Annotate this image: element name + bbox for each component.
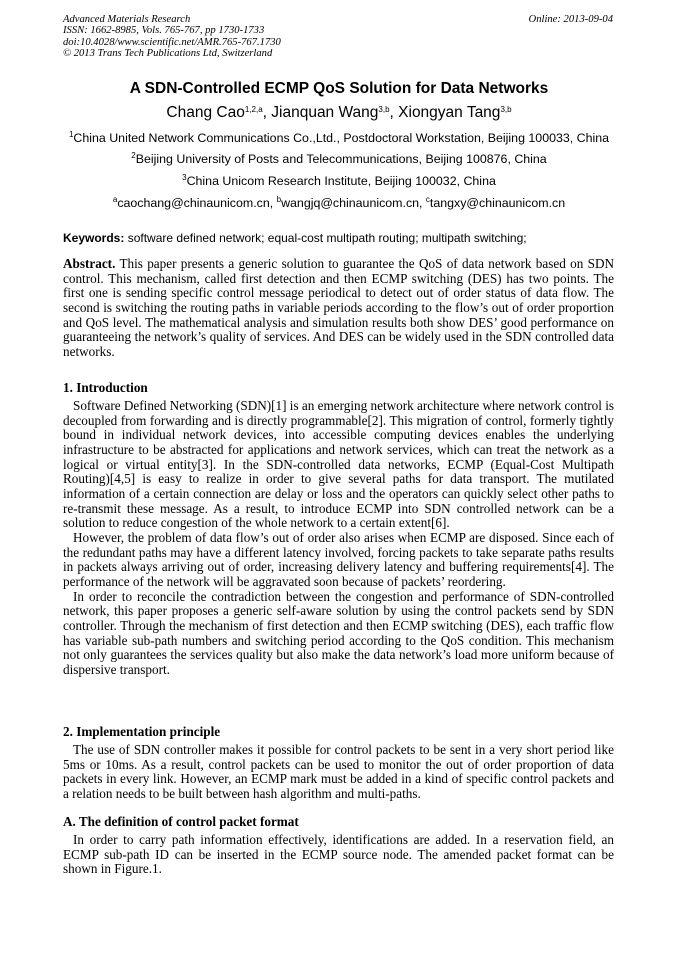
section-body [63, 399, 614, 677]
journal-name: Advanced Materials Research [63, 14, 191, 25]
paragraph: However, the problem of data flow’s out of order also arises when ECMP are disposed. Since each of the redundant paths may have a different latency involved, forcing packets to take separate paths results in packets always arriving out of order, increasing delivery latency and buffering requirements[4]. The performance of the network will be aggravated soon because of packets’ reordering. [63, 529, 614, 589]
copyright: © 2013 Trans Tech Publications Ltd, Switzerland [63, 47, 273, 59]
affiliation [0, 174, 678, 188]
online-date: Online: 2013-09-04 [528, 14, 613, 25]
section-heading: 1. Introduction [63, 380, 148, 395]
author-sup: 3,b [378, 105, 390, 114]
abstract-text: This paper presents a generic solution to guarantee the QoS of data network based on SDN control. This mechanism, called first detection and then ECMP switching (DES) has two points. The first one is sending specific control message periodical to detect out of order status of data flow. The second is switching the routing paths in variable periods according to the flow’s out of order proportion and QoS level. The mathematical analysis and simulation results both show DES’ good performance on guaranteeing the network’s quality of services. And DES can be widely used in the SDN controlled data networks. [63, 256, 614, 359]
paper-title: A SDN-Controlled ECMP QoS Solution for Data Networks [129, 80, 549, 97]
aff-text: China United Network Communications Co.,Ltd., Postdoctoral Workstation, Beijing 100033, China [73, 131, 610, 145]
email[interactable]: caochang@chinaunicom.cn [117, 196, 270, 210]
email-sup: b [276, 195, 282, 204]
aff-sup: 2 [131, 151, 136, 160]
section-body [63, 743, 614, 802]
email[interactable]: tangxy@chinaunicom.cn [429, 196, 566, 210]
emails: $^a$caochang@chinaunicom.cn, $^b$wangjq@chinaunicom.cn, $^c$tangxy@chinaunicom.cn [112, 195, 566, 210]
authors: Chang Cao$^{1,2,a}$, Jianquan Wang$^{3,b}$, Xiongyan Tang$^{3,b}$ [166, 104, 512, 121]
email[interactable]: wangjq@chinaunicom.cn [281, 196, 420, 210]
section-heading: 2. Implementation principle [63, 724, 221, 739]
author-name: Chang Cao [166, 104, 245, 121]
abstract-label: Abstract. [63, 256, 116, 271]
keywords [63, 231, 527, 245]
aff-sup: 1 [68, 130, 74, 139]
aff-sup: 3 [182, 173, 187, 182]
section-body [63, 833, 614, 877]
author-name: Xiongyan Tang [398, 104, 501, 121]
affiliation [0, 152, 678, 166]
subsection-heading: A. The definition of control packet format [63, 814, 299, 829]
affiliation [0, 131, 678, 145]
paragraph: Software Defined Networking (SDN)[1] is an emerging network architecture where network control is decoupled from forwarding and is directly programmable[2]. This migration of control, formerly tightly bound in individual network devices, into accessible computing devices enables the underlying infrastructure to be abstracted for applications and network services, which can treat the network as a logical or virtual entity[3]. In the SDN-controlled data networks, ECMP (Equal-Cost Multipath Routing)[4,5] is easy to realize in order to give several paths for data transport. The mutilated information of a certain connection are delay or loss and the operators can quickly select other paths to re-transmit these message. As a result, to introduce ECMP into SDN controlled network can be a solution to reduce congestion of the whole network to a certain extent[6]. [63, 398, 615, 531]
keywords-label: Keywords: [63, 231, 125, 245]
keywords-text: software defined network; equal-cost multipath routing; multipath switching; [127, 231, 527, 245]
author-name: Jianquan Wang [271, 104, 379, 121]
aff-text: Beijing University of Posts and Telecommunications, Beijing 100876, China [135, 152, 547, 166]
issn: ISSN: 1662-8985, Vols. 765-767, pp 1730-1733 [63, 25, 265, 37]
paragraph: In order to carry path information effectively, identifications are added. In a reservation field, an ECMP sub-path ID can be inserted in the ECMP source node. The amended packet format can be shown in Figure.1. [63, 832, 614, 877]
abstract [63, 257, 614, 360]
journal-info [63, 14, 281, 59]
paragraph: In order to reconcile the contradiction between the congestion and performance of SDN-controlled network, this paper proposes a generic self-aware solution by using the control packets send by SDN controller. Through the mechanism of first detection and then ECMP switching (DES), each traffic flow has variable sub-path numbers and switching period according to the QoS condition. This mechanism not only guarantees the services quality but also make the data network’s load more uniform because of dispersive transport. [63, 588, 614, 677]
aff-text: China Unicom Research Institute, Beijing 100032, China [186, 174, 496, 188]
paragraph: The use of SDN controller makes it possible for control packets to be sent in a very short period like 5ms or 10ms. As a result, control packets can be used to monitor the out of order proportion of data packets in every link. However, an ECMP mark must be added in a kind of specific control packets and a relation needs to be built between hash algorithm and multi-paths. [63, 742, 614, 801]
email-sup: c [425, 195, 430, 204]
doi: doi:10.4028/www.scientific.net/AMR.765-767.1730 [63, 36, 281, 48]
author-sup: 1,2,a [244, 105, 263, 114]
author-sup: 3,b [500, 105, 512, 114]
email-sup: a [112, 195, 118, 204]
